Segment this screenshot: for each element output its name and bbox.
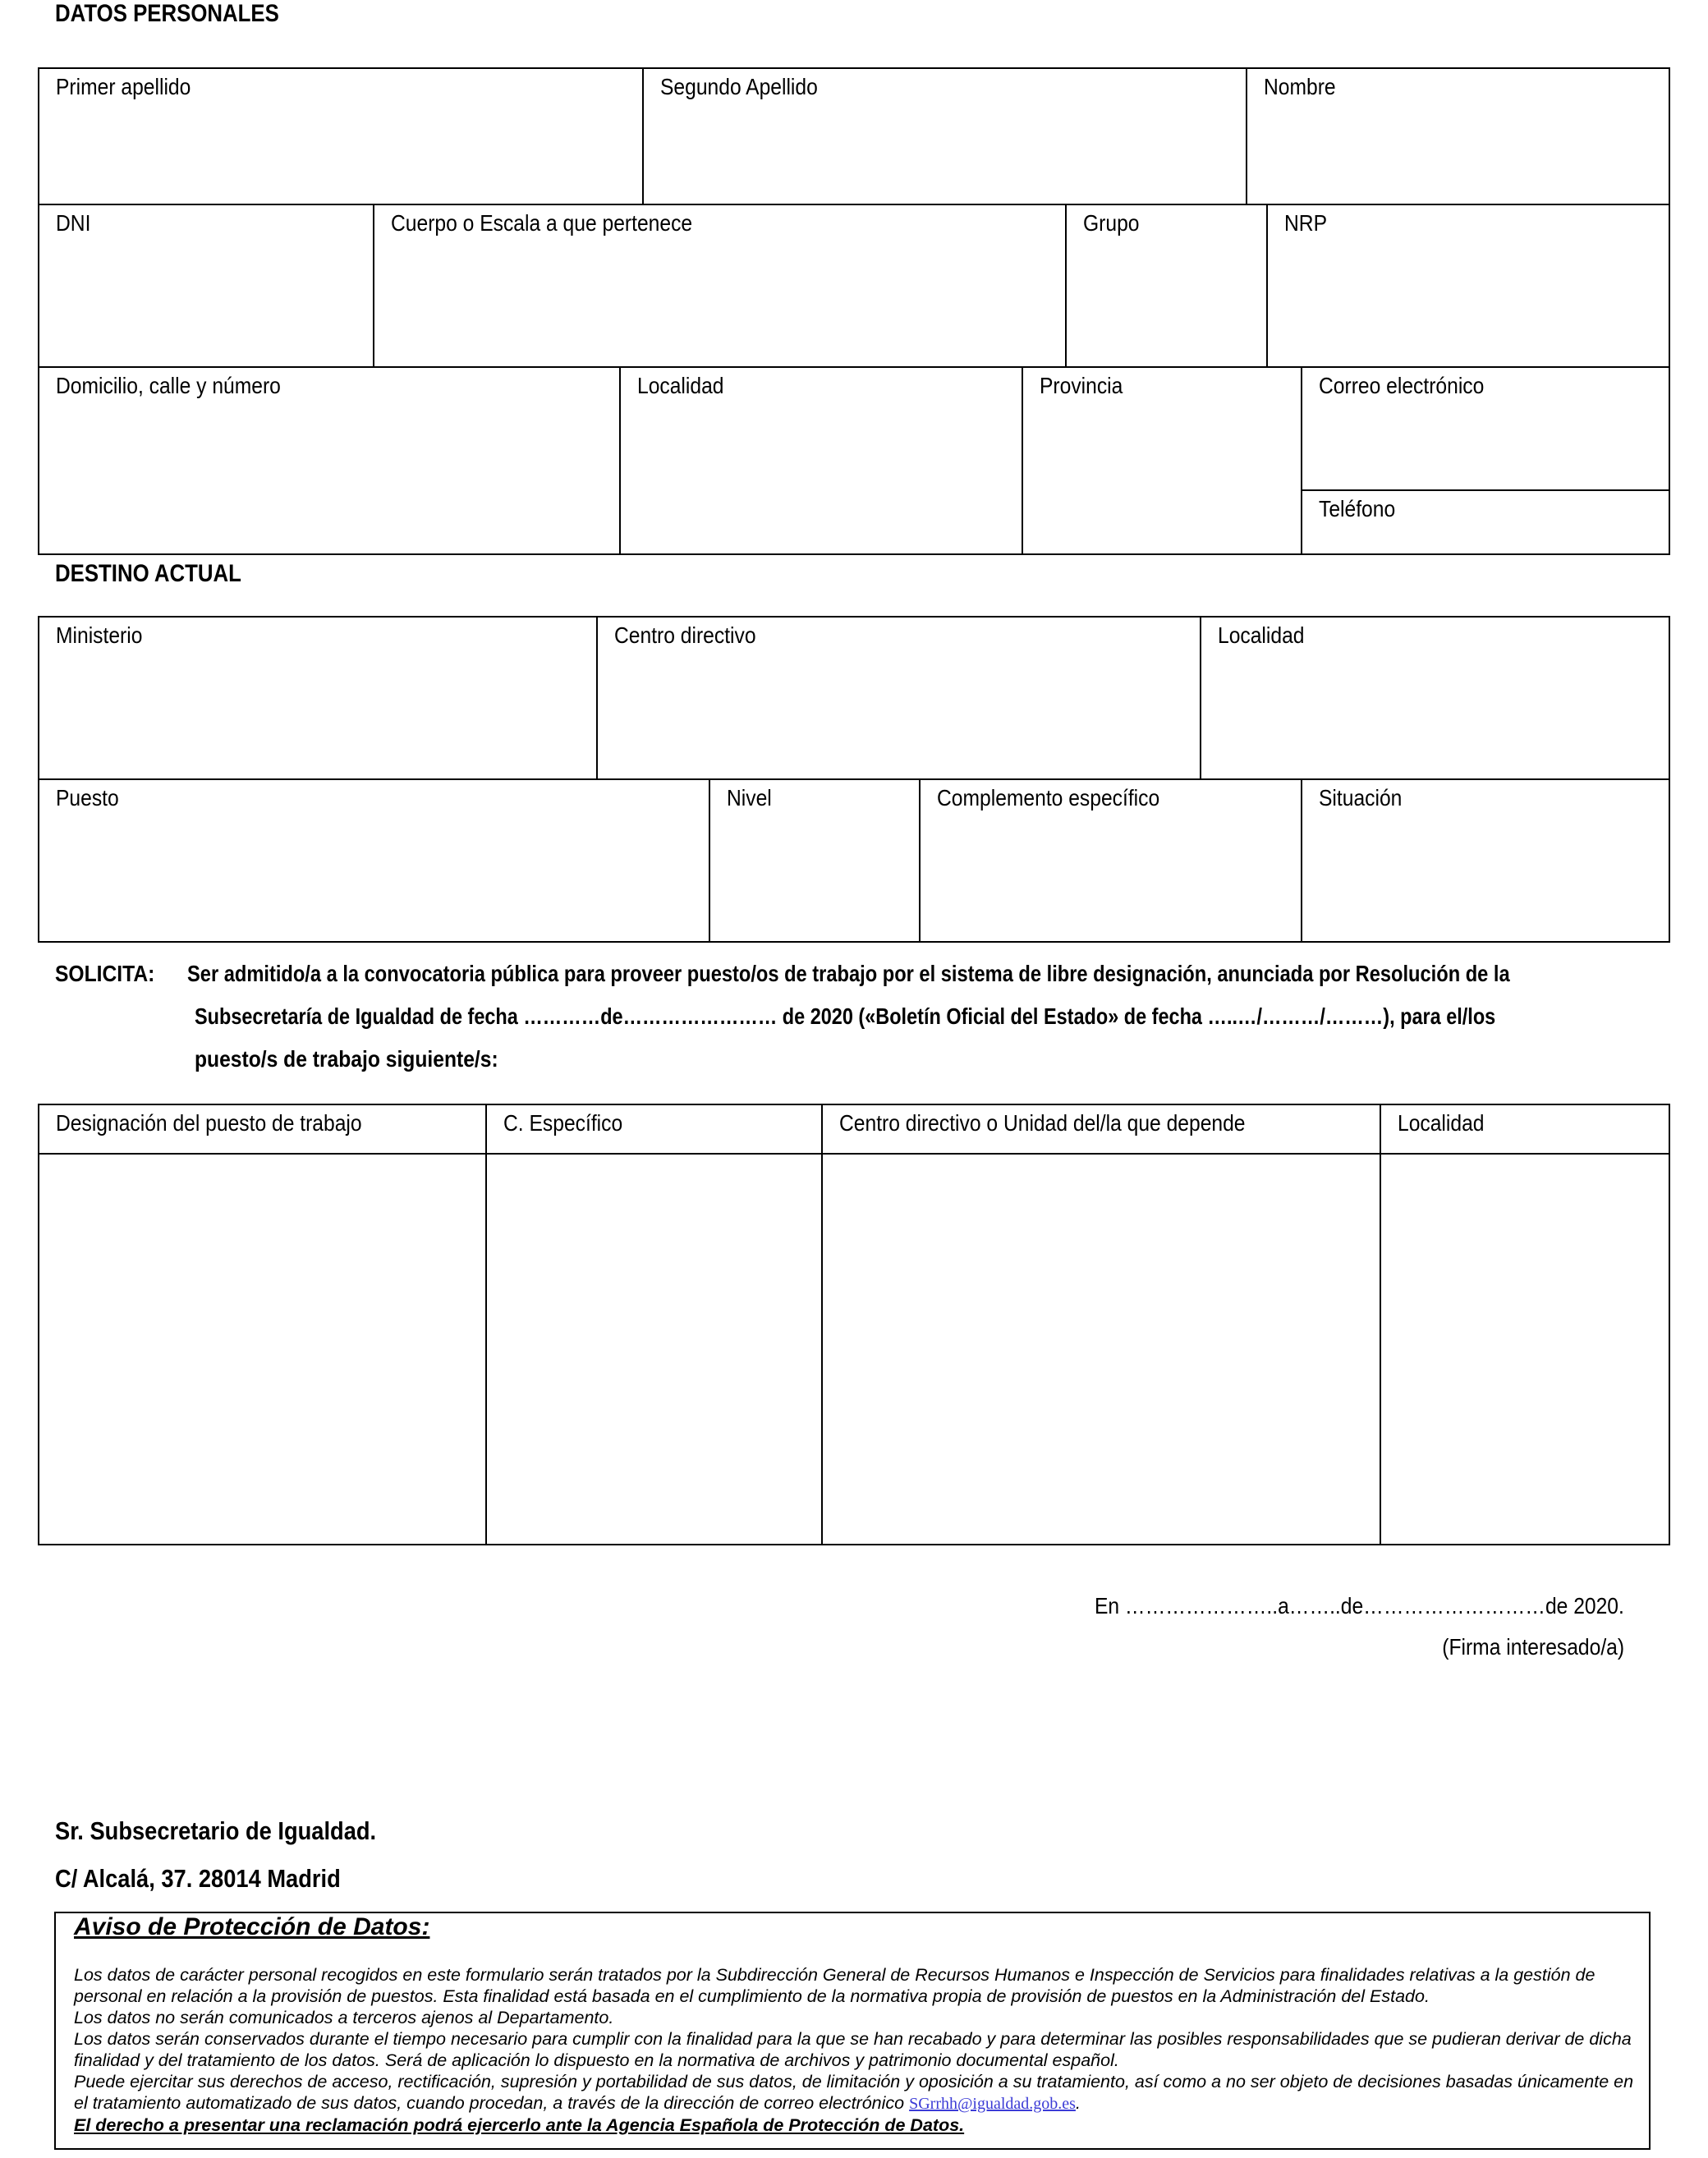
destino-row-2: [39, 780, 1669, 941]
field-nombre[interactable]: [1247, 69, 1669, 204]
field-localidad-personal[interactable]: [621, 368, 1023, 553]
notice-paragraph-3: Los datos serán conservados durante el tiempo necesario para cumplir con la finalidad para la que se han recabado y para determinar las posibles responsabilidades que se pudieran derivar de dicha finalidad y del tratamiento de los datos. Será de aplicación lo dispuesto en la normativa de archivos y patrimonio documental español.: [74, 2029, 1632, 2070]
notice-paragraph-4: [74, 2071, 1634, 2114]
field-primer-apellido[interactable]: [39, 69, 644, 204]
label-grupo: Grupo: [1083, 210, 1140, 236]
addressee-line-1: Sr. Subsecretario de Igualdad.: [55, 1816, 377, 1845]
field-dni[interactable]: [39, 205, 374, 366]
label-nombre: Nombre: [1264, 74, 1336, 99]
field-ministerio[interactable]: [39, 618, 598, 778]
notice-title: Aviso de Protección de Datos:: [74, 1913, 430, 1940]
cell-localidad[interactable]: [1381, 1155, 1669, 1544]
cell-centro-unidad[interactable]: [823, 1155, 1381, 1544]
label-primer-apellido: Primer apellido: [56, 74, 191, 99]
signature-caption: (Firma interesado/a): [1442, 1634, 1624, 1660]
solicita-line-3: puesto/s de trabajo siguiente/s:: [195, 1046, 498, 1072]
field-situacion[interactable]: [1302, 780, 1669, 941]
field-segundo-apellido[interactable]: [644, 69, 1247, 204]
personal-row-1: [39, 69, 1669, 205]
field-puesto[interactable]: [39, 780, 710, 941]
solicita-line-1: Ser admitido/a a la convocatoria pública para proveer puesto/os de trabajo por el sistema de libre designación, anunciada por Resolución de la: [187, 961, 1510, 986]
header-c-especifico: [487, 1105, 823, 1153]
field-provincia[interactable]: [1023, 368, 1302, 553]
label-dni: DNI: [56, 210, 91, 236]
puestos-header-row: [39, 1105, 1669, 1155]
puestos-table: [38, 1104, 1670, 1545]
label-telefono: Teléfono: [1319, 496, 1396, 521]
label-provincia: Provincia: [1040, 373, 1123, 398]
section-title-personal: DATOS PERSONALES: [55, 0, 279, 27]
field-telefono[interactable]: [1302, 491, 1669, 553]
label-segundo-apellido: Segundo Apellido: [660, 74, 818, 99]
cell-c-especifico[interactable]: [487, 1155, 823, 1544]
header-label-localidad: Localidad: [1398, 1110, 1485, 1136]
label-ministerio: Ministerio: [56, 622, 143, 648]
notice-body: [74, 1964, 1634, 2136]
label-nrp: NRP: [1284, 210, 1328, 236]
section-title-destino: DESTINO ACTUAL: [55, 560, 241, 587]
label-localidad-destino: Localidad: [1218, 622, 1305, 648]
label-domicilio: Domicilio, calle y número: [56, 373, 281, 398]
field-complemento-especifico[interactable]: [921, 780, 1302, 941]
field-localidad-destino[interactable]: [1201, 618, 1669, 778]
field-nivel[interactable]: [710, 780, 921, 941]
personal-row-3: [39, 368, 1669, 553]
puestos-body-row: [39, 1155, 1669, 1544]
field-grupo[interactable]: [1067, 205, 1268, 366]
contact-cell: [1302, 368, 1669, 553]
email-link[interactable]: SGrrhh@igualdad.gob.es: [909, 2095, 1076, 2113]
field-nrp[interactable]: [1268, 205, 1669, 366]
label-complemento-especifico: Complemento específico: [937, 785, 1160, 810]
field-centro-directivo[interactable]: [598, 618, 1201, 778]
field-cuerpo-escala[interactable]: [374, 205, 1067, 366]
personal-data-grid: [38, 67, 1670, 555]
data-protection-notice: [54, 1912, 1651, 2150]
label-nivel: Nivel: [727, 785, 772, 810]
label-correo: Correo electrónico: [1319, 373, 1485, 398]
field-domicilio[interactable]: [39, 368, 621, 553]
cell-designacion[interactable]: [39, 1155, 487, 1544]
destino-grid: [38, 616, 1670, 943]
notice-paragraph-2: Los datos no serán comunicados a terceros ajenos al Departamento.: [74, 2008, 614, 2027]
notice-paragraph-4-text: Puede ejercitar sus derechos de acceso, rectificación, supresión y portabilidad de sus datos, de limitación y oposición a su tratamiento, así como a no ser objeto de decisiones basadas únicamente en el tratamiento automatizado de sus datos, cuando procedan, a través de la dirección de correo electrónico: [74, 2072, 1634, 2113]
solicita-label: SOLICITA:: [55, 961, 155, 986]
header-label-designacion: Designación del puesto de trabajo: [56, 1110, 362, 1136]
label-cuerpo-escala: Cuerpo o Escala a que pertenece: [391, 210, 693, 236]
solicita-line-2: Subsecretaría de Igualdad de fecha …………de…………………… de 2020 («Boletín Oficial del Estado» de fecha …..…/………/………), para el/los: [195, 1003, 1496, 1029]
label-puesto: Puesto: [56, 785, 119, 810]
personal-row-2: [39, 205, 1669, 368]
addressee-line-2: C/ Alcalá, 37. 28014 Madrid: [55, 1864, 341, 1893]
header-label-c-especifico: C. Específico: [503, 1110, 623, 1136]
header-centro-unidad: [823, 1105, 1381, 1153]
label-localidad-personal: Localidad: [637, 373, 724, 398]
label-situacion: Situación: [1319, 785, 1403, 810]
header-designacion: [39, 1105, 487, 1153]
header-label-centro-unidad: Centro directivo o Unidad del/la que depende: [839, 1110, 1246, 1136]
notice-paragraph-5: El derecho a presentar una reclamación podrá ejercerlo ante la Agencia Española de Protección de Datos.: [74, 2115, 965, 2135]
date-line: En …………………..a……..de………………………de 2020.: [1095, 1593, 1624, 1618]
destino-row-1: [39, 618, 1669, 780]
notice-paragraph-4-end: .: [1075, 2093, 1081, 2113]
header-localidad: [1381, 1105, 1669, 1153]
field-correo[interactable]: [1302, 368, 1669, 489]
label-centro-directivo: Centro directivo: [614, 622, 756, 648]
notice-paragraph-1: Los datos de carácter personal recogidos en este formulario serán tratados por la Subdirección General de Recursos Humanos e Inspección de Servicios para finalidades relativas a la gestión de personal en relación a la provisión de puestos. Esta finalidad está basada en el cumplimiento de la normativa propia de provisión de puestos en la Administración del Estado.: [74, 1965, 1596, 2006]
